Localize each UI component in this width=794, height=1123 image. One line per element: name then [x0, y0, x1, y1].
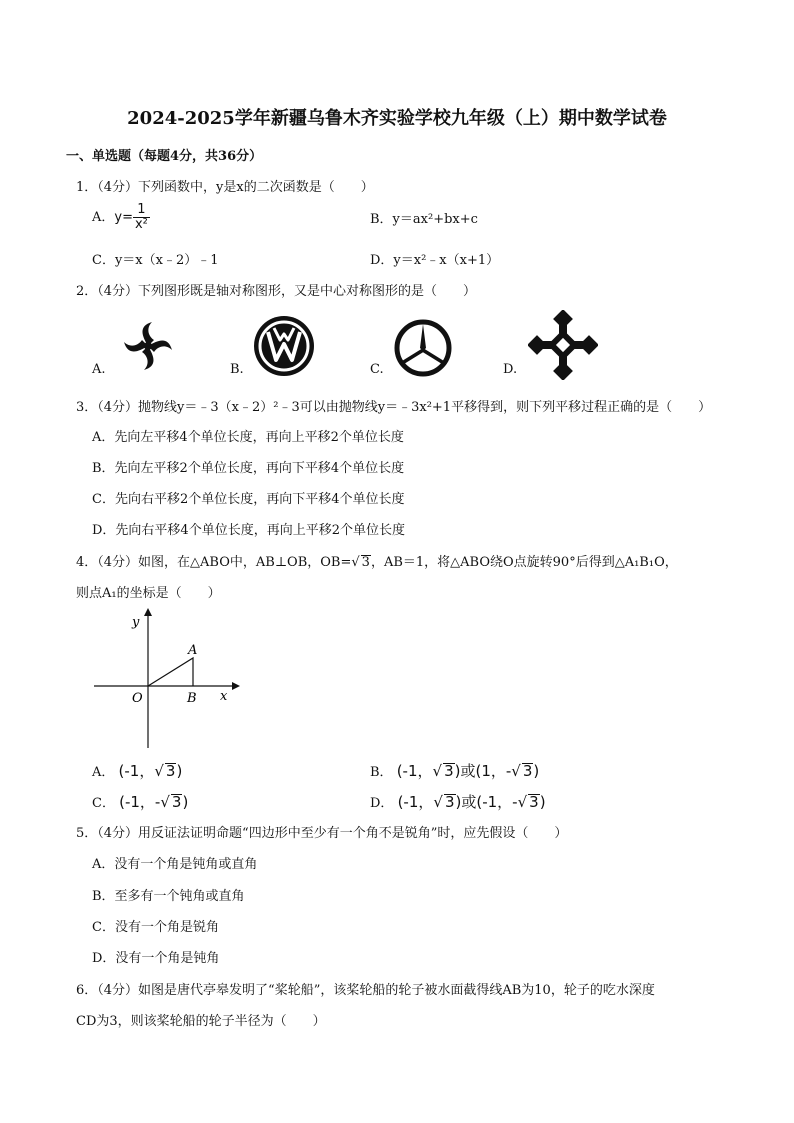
q4-option-c-value	[119, 793, 188, 811]
q3-stem: 3．（4分）抛物线y＝﹣3（x﹣2）²﹣3可以由抛物线y＝﹣3x²+1平移得到，则下列平移过程正确的是（ ）	[76, 400, 712, 415]
q4-option-d-label: D．	[370, 796, 394, 811]
q4-d-radicand2: 3	[529, 793, 539, 811]
q5-option-b: B．至多有一个钝角或直角	[92, 889, 245, 904]
q2-option-b-label: B.	[230, 362, 244, 377]
q5-option-c: C．没有一个角是锐角	[92, 920, 219, 935]
fig-a-label: A	[188, 643, 198, 658]
q6-stem-line2: CD为3，则该桨轮船的轮子半径为（ ）	[76, 1014, 326, 1029]
q4-option-b-value	[397, 762, 540, 780]
q4-c-part1: (-1，-	[119, 793, 161, 811]
q4-b-part1: (-1，	[396, 762, 433, 780]
sqrt-symbol: √	[432, 762, 443, 780]
q4-b-radicand2: 3	[522, 762, 533, 780]
q4-stem-line1	[76, 551, 678, 570]
diamond-cross-figure	[528, 310, 598, 380]
q3-option-c: C．先向右平移2个单位长度，再向下平移4个单位长度	[92, 492, 405, 507]
fig-b-label: B	[187, 691, 197, 706]
sqrt-symbol: √	[154, 762, 164, 780]
q4-option-a-label: A．	[92, 765, 115, 780]
mercedes-logo-figure	[392, 318, 454, 378]
q4-c-radicand: 3	[171, 793, 182, 811]
q1-stem: 1．（4分）下列函数中，y是x的二次函数是（ ）	[76, 180, 374, 195]
sqrt-symbol: √	[433, 793, 443, 811]
q2-option-d-label: D.	[503, 362, 518, 377]
q4-d-part2: )或(-1，-	[455, 793, 518, 811]
sqrt-symbol: √	[351, 555, 360, 570]
q4-option-a	[92, 760, 182, 781]
vw-logo-figure	[252, 314, 316, 378]
fig-x-label: x	[220, 689, 228, 704]
q4-coordinate-figure	[88, 606, 248, 752]
q4-c-part2: )	[182, 793, 189, 811]
q1-option-a	[92, 203, 150, 232]
q4-a-part2: )	[176, 762, 183, 780]
q4-stem-part2: ，AB＝1，将△ABO绕O点旋转90°后得到△A₁B₁O，	[370, 555, 678, 570]
q4-b-radicand: 3	[444, 762, 454, 780]
q4-option-d-value	[398, 793, 546, 811]
q2-option-c-label: C.	[370, 362, 384, 377]
q4-d-part3: )	[539, 793, 546, 811]
q2-option-a-label: A.	[92, 362, 106, 377]
q4-a-radicand: 3	[165, 762, 176, 780]
q4-option-c-label: C．	[92, 796, 115, 811]
q4-stem-part1: 4．（4分）如图，在△ABO中，AB⊥OB，OB=	[76, 555, 352, 570]
q5-stem: 5．（4分）用反证法证明命题“四边形中至少有一个角不是锐角”时，应先假设（ ）	[76, 826, 568, 841]
q1-fraction-denominator: x²	[134, 217, 148, 232]
q3-option-b: B．先向左平移2个单位长度，再向下平移4个单位长度	[92, 461, 405, 476]
q4-stem-radicand: 3	[361, 555, 370, 570]
fig-y-label: y	[132, 615, 140, 630]
fig-o-label: O	[132, 691, 143, 706]
q4-option-c	[92, 791, 188, 812]
q1-option-a-prefix: y=	[114, 210, 133, 225]
q1-option-b: B．y＝ax²+bx+c	[370, 212, 478, 227]
q4-d-radicand: 3	[444, 793, 455, 811]
q6-stem-line1: 6．（4分）如图是唐代亭皋发明了“桨轮船”，该桨轮船的轮子被水面截得线AB为10，轮子的吃水深度	[76, 983, 655, 998]
sqrt-symbol: √	[517, 793, 528, 811]
q4-b-part3: )	[533, 762, 540, 780]
q4-d-part1: (-1，	[397, 793, 434, 811]
pinwheel-figure	[112, 316, 184, 376]
sqrt-symbol: √	[160, 793, 170, 811]
q4-option-a-value	[119, 762, 183, 780]
q4-a-part1: (-1，	[118, 762, 155, 780]
q4-stem-line2: 则点A₁的坐标是（ ）	[76, 586, 221, 601]
q1-option-c: C．y＝x（x﹣2）﹣1	[92, 253, 219, 268]
q1-option-d: D．y＝x²﹣x（x+1）	[370, 253, 500, 268]
q3-option-d: D．先向右平移4个单位长度，再向上平移2个单位长度	[92, 523, 405, 538]
q1-fraction-numerator: 1	[133, 203, 150, 218]
sqrt-symbol: √	[511, 762, 521, 780]
q2-stem: 2．（4分）下列图形既是轴对称图形，又是中心对称图形的是（ ）	[76, 284, 477, 299]
page-title: 2024-2025学年新疆乌鲁木齐实验学校九年级（上）期中数学试卷	[127, 108, 667, 129]
q1-option-a-fraction	[133, 203, 150, 232]
q3-option-a: A．先向左平移4个单位长度，再向上平移2个单位长度	[92, 430, 404, 445]
q4-option-d	[370, 791, 546, 812]
q4-b-part2: )或(1，-	[454, 762, 512, 780]
q5-option-a: A．没有一个角是钝角或直角	[92, 857, 258, 872]
q1-option-a-label: A．	[92, 210, 115, 225]
section-heading: 一、单选题（每题4分，共36分）	[66, 149, 263, 164]
q4-option-b	[370, 760, 539, 781]
q4-option-b-label: B．	[370, 765, 393, 780]
q5-option-d: D．没有一个角是钝角	[92, 951, 220, 966]
